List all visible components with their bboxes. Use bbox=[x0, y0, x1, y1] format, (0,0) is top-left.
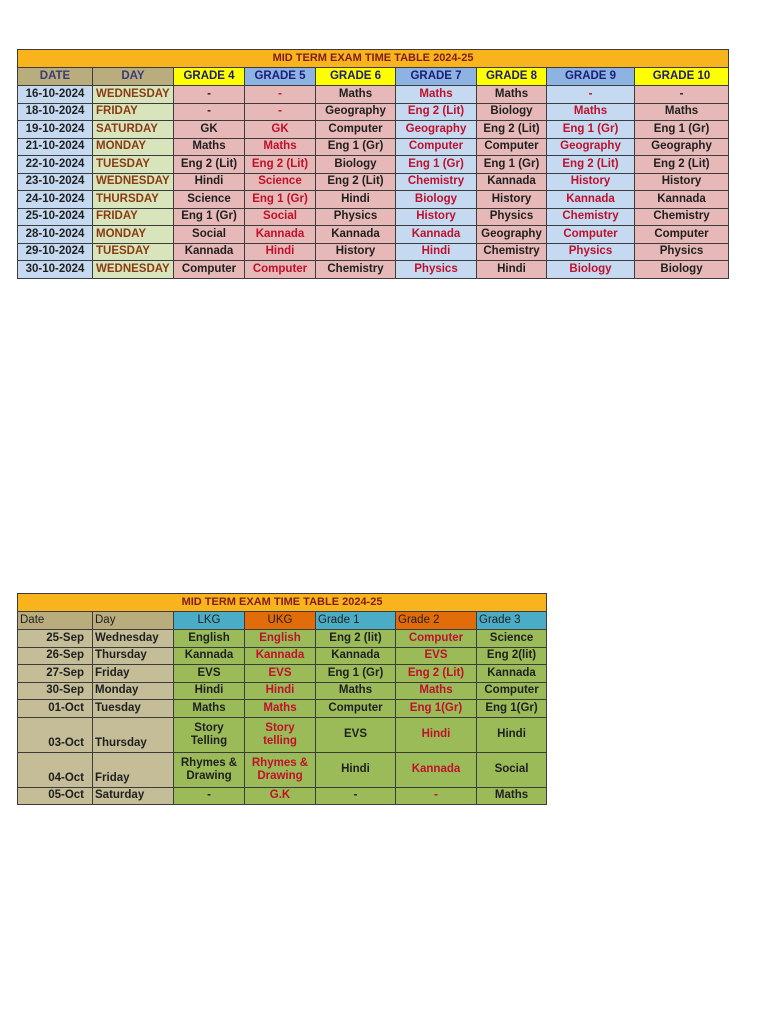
cell-date: 29-10-2024 bbox=[18, 243, 93, 261]
cell-subject: Science bbox=[245, 173, 316, 191]
cell-subject: Social bbox=[477, 752, 547, 787]
table-row bbox=[18, 156, 729, 174]
table-row bbox=[18, 665, 547, 683]
cell-subject: - bbox=[396, 787, 477, 805]
header-date: DATE bbox=[18, 68, 93, 86]
cell-day: WEDNESDAY bbox=[93, 173, 174, 191]
cell-subject: - bbox=[174, 103, 245, 121]
cell-subject: Geography bbox=[477, 226, 547, 244]
cell-subject: Social bbox=[174, 226, 245, 244]
table-row bbox=[18, 173, 729, 191]
header-grade7: GRADE 7 bbox=[396, 68, 477, 86]
table-row bbox=[18, 261, 729, 279]
cell-subject: Maths bbox=[245, 138, 316, 156]
cell-subject: Biology bbox=[316, 156, 396, 174]
header-date: Date bbox=[18, 612, 93, 630]
cell-subject: Kannada bbox=[316, 226, 396, 244]
cell-subject: - bbox=[245, 103, 316, 121]
cell-subject: Chemistry bbox=[477, 243, 547, 261]
cell-subject: Science bbox=[174, 191, 245, 209]
cell-day: TUESDAY bbox=[93, 243, 174, 261]
cell-day: Tuesday bbox=[93, 700, 174, 718]
cell-subject: Eng 2 (Lit) bbox=[316, 173, 396, 191]
cell-subject: Physics bbox=[547, 243, 635, 261]
cell-subject: Maths bbox=[477, 787, 547, 805]
cell-subject: History bbox=[316, 243, 396, 261]
cell-subject: Eng 1(Gr) bbox=[477, 700, 547, 718]
cell-date: 26-Sep bbox=[18, 647, 93, 665]
header-grade2: Grade 2 bbox=[396, 612, 477, 630]
table-row bbox=[18, 138, 729, 156]
cell-subject: Computer bbox=[245, 261, 316, 279]
header-grade4: GRADE 4 bbox=[174, 68, 245, 86]
cell-date: 16-10-2024 bbox=[18, 86, 93, 104]
cell-subject: Kannada bbox=[316, 647, 396, 665]
cell-subject: GK bbox=[174, 121, 245, 139]
cell-day: FRIDAY bbox=[93, 208, 174, 226]
cell-subject: Eng 2 (Lit) bbox=[396, 665, 477, 683]
cell-subject: Eng 1 (Gr) bbox=[174, 208, 245, 226]
cell-subject: Eng 1(Gr) bbox=[396, 700, 477, 718]
cell-subject: Kannada bbox=[396, 226, 477, 244]
cell-subject: Maths bbox=[316, 86, 396, 104]
cell-subject: History bbox=[547, 173, 635, 191]
cell-subject: Hindi bbox=[245, 243, 316, 261]
cell-subject: Hindi bbox=[316, 752, 396, 787]
cell-date: 04-Oct bbox=[18, 752, 93, 787]
cell-subject: Maths bbox=[174, 138, 245, 156]
cell-subject: Maths bbox=[396, 86, 477, 104]
cell-subject: Physics bbox=[635, 243, 729, 261]
cell-subject: Eng 2 (Lit) bbox=[174, 156, 245, 174]
cell-subject: - bbox=[316, 787, 396, 805]
cell-subject: Rhymes & Drawing bbox=[245, 752, 316, 787]
cell-day: Monday bbox=[93, 682, 174, 700]
cell-subject: Chemistry bbox=[396, 173, 477, 191]
cell-subject: Computer bbox=[477, 682, 547, 700]
cell-date: 30-10-2024 bbox=[18, 261, 93, 279]
cell-subject: Geography bbox=[316, 103, 396, 121]
cell-subject: - bbox=[174, 787, 245, 805]
cell-subject: - bbox=[245, 86, 316, 104]
cell-subject: Geography bbox=[547, 138, 635, 156]
cell-subject: Kannada bbox=[245, 226, 316, 244]
cell-subject: EVS bbox=[396, 647, 477, 665]
cell-day: SATURDAY bbox=[93, 121, 174, 139]
cell-subject: Hindi bbox=[316, 191, 396, 209]
cell-date: 25-Sep bbox=[18, 630, 93, 648]
cell-subject: English bbox=[174, 630, 245, 648]
cell-subject: Maths bbox=[635, 103, 729, 121]
header-day: Day bbox=[93, 612, 174, 630]
cell-subject: Maths bbox=[477, 86, 547, 104]
cell-subject: Kannada bbox=[547, 191, 635, 209]
cell-subject: Eng 2 (Lit) bbox=[547, 156, 635, 174]
cell-date: 24-10-2024 bbox=[18, 191, 93, 209]
cell-subject: Kannada bbox=[477, 173, 547, 191]
cell-subject: Geography bbox=[396, 121, 477, 139]
table-title: MID TERM EXAM TIME TABLE 2024-25 bbox=[18, 594, 547, 612]
cell-subject: Hindi bbox=[477, 717, 547, 752]
table-row bbox=[18, 647, 547, 665]
cell-subject: Eng 2 (Lit) bbox=[477, 121, 547, 139]
table-row bbox=[18, 121, 729, 139]
cell-subject: Kannada bbox=[635, 191, 729, 209]
cell-day: TUESDAY bbox=[93, 156, 174, 174]
cell-subject: Chemistry bbox=[635, 208, 729, 226]
cell-subject: Biology bbox=[477, 103, 547, 121]
cell-day: Wednesday bbox=[93, 630, 174, 648]
cell-date: 22-10-2024 bbox=[18, 156, 93, 174]
cell-subject: - bbox=[547, 86, 635, 104]
grade4-10-timetable bbox=[17, 49, 729, 279]
cell-day: FRIDAY bbox=[93, 103, 174, 121]
cell-subject: Physics bbox=[477, 208, 547, 226]
cell-subject: Eng 2 (lit) bbox=[316, 630, 396, 648]
cell-date: 25-10-2024 bbox=[18, 208, 93, 226]
cell-subject: Biology bbox=[547, 261, 635, 279]
cell-subject: Eng 1 (Gr) bbox=[396, 156, 477, 174]
table-row bbox=[18, 787, 547, 805]
table-row bbox=[18, 103, 729, 121]
cell-subject: Eng 1 (Gr) bbox=[316, 665, 396, 683]
cell-subject: Eng 1 (Gr) bbox=[477, 156, 547, 174]
table-row bbox=[18, 752, 547, 787]
cell-subject: Kannada bbox=[174, 647, 245, 665]
table-row bbox=[18, 630, 547, 648]
cell-day: THURSDAY bbox=[93, 191, 174, 209]
lkg-grade3-timetable bbox=[17, 593, 547, 805]
cell-subject: Kannada bbox=[174, 243, 245, 261]
cell-subject: Eng 2(lit) bbox=[477, 647, 547, 665]
cell-day: Thursday bbox=[93, 647, 174, 665]
cell-day: Friday bbox=[93, 752, 174, 787]
cell-subject: Computer bbox=[396, 138, 477, 156]
cell-subject: History bbox=[635, 173, 729, 191]
table-row bbox=[18, 700, 547, 718]
cell-subject: Computer bbox=[316, 700, 396, 718]
cell-day: WEDNESDAY bbox=[93, 86, 174, 104]
cell-subject: Hindi bbox=[477, 261, 547, 279]
header-day: DAY bbox=[93, 68, 174, 86]
cell-date: 18-10-2024 bbox=[18, 103, 93, 121]
cell-date: 19-10-2024 bbox=[18, 121, 93, 139]
cell-day: MONDAY bbox=[93, 138, 174, 156]
cell-subject: Chemistry bbox=[316, 261, 396, 279]
cell-day: Saturday bbox=[93, 787, 174, 805]
cell-date: 03-Oct bbox=[18, 717, 93, 752]
cell-subject: Kannada bbox=[396, 752, 477, 787]
cell-subject: Computer bbox=[547, 226, 635, 244]
cell-day: MONDAY bbox=[93, 226, 174, 244]
header-ukg: UKG bbox=[245, 612, 316, 630]
cell-subject: History bbox=[396, 208, 477, 226]
cell-subject: Computer bbox=[477, 138, 547, 156]
cell-subject: EVS bbox=[316, 717, 396, 752]
cell-subject: - bbox=[174, 86, 245, 104]
cell-subject: EVS bbox=[245, 665, 316, 683]
cell-subject: Social bbox=[245, 208, 316, 226]
cell-date: 23-10-2024 bbox=[18, 173, 93, 191]
cell-subject: Hindi bbox=[174, 682, 245, 700]
cell-day: Thursday bbox=[93, 717, 174, 752]
cell-day: Friday bbox=[93, 665, 174, 683]
cell-subject: - bbox=[635, 86, 729, 104]
cell-subject: Eng 1 (Gr) bbox=[547, 121, 635, 139]
table-row bbox=[18, 717, 547, 752]
cell-subject: History bbox=[477, 191, 547, 209]
cell-date: 21-10-2024 bbox=[18, 138, 93, 156]
cell-subject: Eng 2 (Lit) bbox=[396, 103, 477, 121]
header-grade8: GRADE 8 bbox=[477, 68, 547, 86]
cell-subject: Eng 2 (Lit) bbox=[245, 156, 316, 174]
cell-subject: Story telling bbox=[245, 717, 316, 752]
cell-subject: Eng 1 (Gr) bbox=[245, 191, 316, 209]
header-grade3: Grade 3 bbox=[477, 612, 547, 630]
cell-subject: Eng 1 (Gr) bbox=[316, 138, 396, 156]
cell-subject: Chemistry bbox=[547, 208, 635, 226]
cell-subject: Physics bbox=[396, 261, 477, 279]
cell-subject: Maths bbox=[396, 682, 477, 700]
table-title: MID TERM EXAM TIME TABLE 2024-25 bbox=[18, 50, 729, 68]
header-grade6: GRADE 6 bbox=[316, 68, 396, 86]
header-lkg: LKG bbox=[174, 612, 245, 630]
cell-day: WEDNESDAY bbox=[93, 261, 174, 279]
cell-subject: Biology bbox=[396, 191, 477, 209]
cell-subject: Computer bbox=[635, 226, 729, 244]
cell-subject: Computer bbox=[316, 121, 396, 139]
cell-subject: Physics bbox=[316, 208, 396, 226]
cell-date: 30-Sep bbox=[18, 682, 93, 700]
cell-subject: Eng 2 (Lit) bbox=[635, 156, 729, 174]
cell-subject: Story Telling bbox=[174, 717, 245, 752]
table-row bbox=[18, 208, 729, 226]
table-row bbox=[18, 243, 729, 261]
cell-subject: Hindi bbox=[396, 243, 477, 261]
cell-subject: English bbox=[245, 630, 316, 648]
cell-date: 01-Oct bbox=[18, 700, 93, 718]
cell-subject: Kannada bbox=[477, 665, 547, 683]
cell-subject: Maths bbox=[245, 700, 316, 718]
cell-subject: Biology bbox=[635, 261, 729, 279]
cell-subject: GK bbox=[245, 121, 316, 139]
cell-subject: G.K bbox=[245, 787, 316, 805]
header-grade9: GRADE 9 bbox=[547, 68, 635, 86]
cell-date: 27-Sep bbox=[18, 665, 93, 683]
cell-subject: Hindi bbox=[396, 717, 477, 752]
cell-date: 28-10-2024 bbox=[18, 226, 93, 244]
header-grade1: Grade 1 bbox=[316, 612, 396, 630]
cell-subject: Rhymes & Drawing bbox=[174, 752, 245, 787]
cell-subject: Geography bbox=[635, 138, 729, 156]
cell-date: 05-Oct bbox=[18, 787, 93, 805]
cell-subject: Maths bbox=[547, 103, 635, 121]
table-row bbox=[18, 86, 729, 104]
table-row bbox=[18, 226, 729, 244]
cell-subject: EVS bbox=[174, 665, 245, 683]
table-row bbox=[18, 191, 729, 209]
cell-subject: Computer bbox=[396, 630, 477, 648]
cell-subject: Science bbox=[477, 630, 547, 648]
cell-subject: Computer bbox=[174, 261, 245, 279]
table-row bbox=[18, 682, 547, 700]
cell-subject: Maths bbox=[316, 682, 396, 700]
cell-subject: Maths bbox=[174, 700, 245, 718]
cell-subject: Hindi bbox=[245, 682, 316, 700]
cell-subject: Hindi bbox=[174, 173, 245, 191]
header-grade5: GRADE 5 bbox=[245, 68, 316, 86]
cell-subject: Kannada bbox=[245, 647, 316, 665]
header-grade10: GRADE 10 bbox=[635, 68, 729, 86]
cell-subject: Eng 1 (Gr) bbox=[635, 121, 729, 139]
